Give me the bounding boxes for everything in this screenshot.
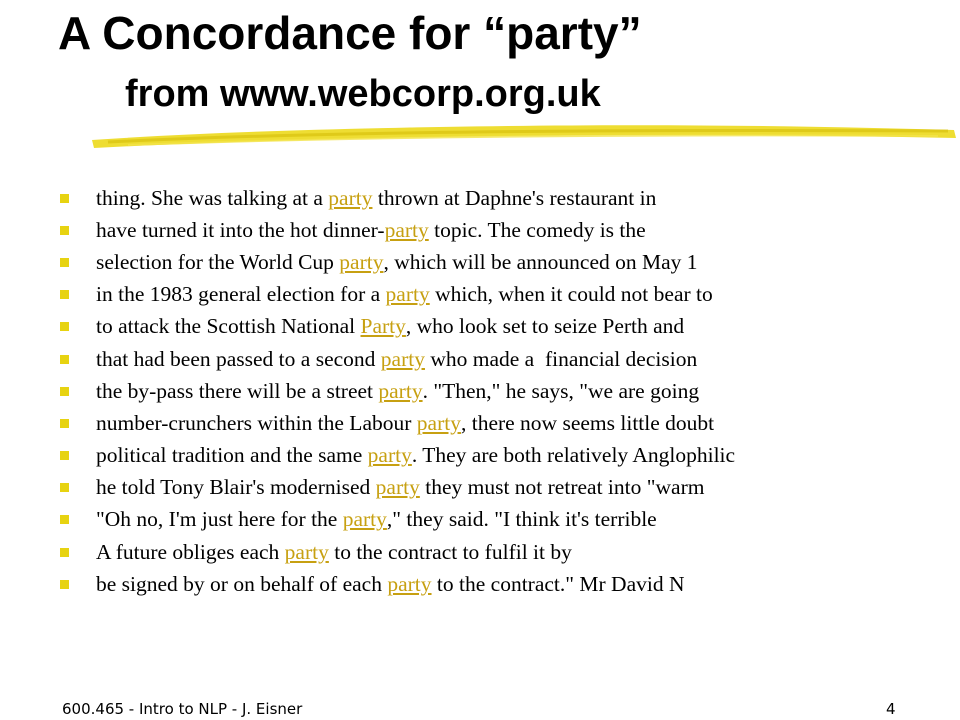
keyword-link[interactable]: party bbox=[380, 346, 425, 371]
left-context: to attack the Scottish National bbox=[96, 314, 361, 339]
bullet-square-icon bbox=[60, 483, 69, 492]
keyword-link[interactable]: party bbox=[385, 282, 430, 307]
left-context: in the 1983 general election for a bbox=[96, 282, 386, 307]
left-context: selection for the World Cup bbox=[96, 249, 340, 274]
bullet-square-icon bbox=[60, 322, 69, 331]
right-context: to the contract to fulfil it by bbox=[328, 539, 572, 564]
right-context: topic. The comedy is the bbox=[428, 217, 646, 242]
bullet-square-icon bbox=[60, 515, 69, 524]
right-context: , which will be announced on May 1 bbox=[383, 249, 698, 274]
bullet-square-icon bbox=[60, 387, 69, 396]
left-context: have turned it into the hot dinner- bbox=[96, 217, 385, 242]
left-context: the by-pass there will be a street bbox=[96, 378, 379, 403]
bullet-square-icon bbox=[60, 548, 69, 557]
highlighter-stroke bbox=[88, 118, 960, 152]
concordance-line bbox=[60, 214, 735, 246]
bullet-square-icon bbox=[60, 451, 69, 460]
concordance-list bbox=[60, 182, 735, 600]
keyword-link[interactable]: party bbox=[328, 185, 373, 210]
concordance-line bbox=[60, 343, 735, 375]
concordance-line bbox=[60, 536, 735, 568]
concordance-line bbox=[60, 407, 735, 439]
keyword-link[interactable]: party bbox=[378, 378, 423, 403]
right-context: , there now seems little doubt bbox=[460, 410, 715, 435]
left-context: political tradition and the same bbox=[96, 443, 368, 468]
keyword-link[interactable]: party bbox=[375, 475, 420, 500]
keyword-link[interactable]: party bbox=[384, 217, 429, 242]
slide-title: A Concordance for “party” bbox=[58, 7, 642, 59]
bullet-square-icon bbox=[60, 419, 69, 428]
left-context: number-crunchers within the Labour bbox=[96, 410, 417, 435]
left-context: A future obliges each bbox=[96, 539, 285, 564]
concordance-line bbox=[60, 182, 735, 214]
keyword-link[interactable]: party bbox=[367, 443, 412, 468]
bullet-square-icon bbox=[60, 355, 69, 364]
left-context: be signed by or on behalf of each bbox=[96, 571, 388, 596]
right-context: ," they said. "I think it's terrible bbox=[386, 507, 657, 532]
keyword-link[interactable]: party bbox=[339, 249, 384, 274]
right-context: which, when it could not bear to bbox=[429, 282, 713, 307]
left-context: that had been passed to a second bbox=[96, 346, 381, 371]
left-context: thing. She was talking at a bbox=[96, 185, 329, 210]
concordance-line bbox=[60, 440, 735, 472]
concordance-line bbox=[60, 472, 735, 504]
keyword-link[interactable]: party bbox=[416, 410, 461, 435]
bullet-square-icon bbox=[60, 580, 69, 589]
bullet-square-icon bbox=[60, 290, 69, 299]
keyword-link[interactable]: Party bbox=[360, 314, 406, 339]
concordance-line bbox=[60, 311, 735, 343]
keyword-link[interactable]: party bbox=[284, 539, 329, 564]
bullet-square-icon bbox=[60, 258, 69, 267]
concordance-line bbox=[60, 375, 735, 407]
footer-course: 600.465 - Intro to NLP - J. Eisner bbox=[62, 700, 303, 718]
slide-subtitle: from www.webcorp.org.uk bbox=[125, 73, 601, 115]
bullet-square-icon bbox=[60, 194, 69, 203]
footer-page-number: 4 bbox=[886, 700, 896, 718]
concordance-line bbox=[60, 568, 735, 600]
concordance-line bbox=[60, 279, 735, 311]
concordance-line bbox=[60, 504, 735, 536]
right-context: they must not retreat into "warm bbox=[419, 475, 705, 500]
keyword-link[interactable]: party bbox=[387, 571, 432, 596]
right-context: . "Then," he says, "we are going bbox=[422, 378, 700, 403]
right-context: , who look set to seize Perth and bbox=[405, 314, 685, 339]
left-context: "Oh no, I'm just here for the bbox=[96, 507, 343, 532]
right-context: to the contract." Mr David N bbox=[431, 571, 685, 596]
concordance-line bbox=[60, 246, 735, 278]
right-context: thrown at Daphne's restaurant in bbox=[372, 185, 657, 210]
right-context: . They are both relatively Anglophilic bbox=[411, 443, 736, 468]
right-context: who made a financial decision bbox=[424, 346, 698, 371]
bullet-square-icon bbox=[60, 226, 69, 235]
keyword-link[interactable]: party bbox=[342, 507, 387, 532]
left-context: he told Tony Blair's modernised bbox=[96, 475, 376, 500]
